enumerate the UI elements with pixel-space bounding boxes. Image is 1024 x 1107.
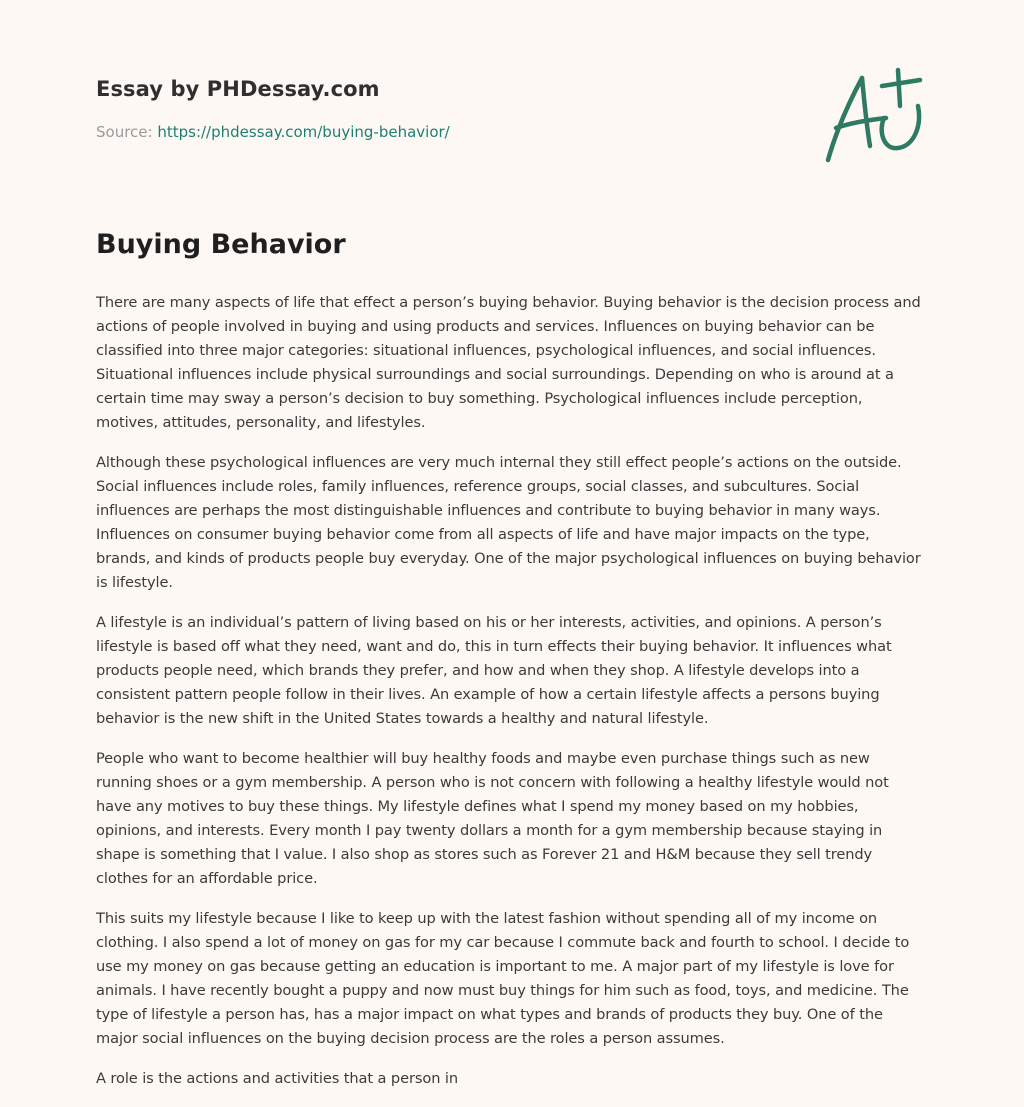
essay-paragraph: A lifestyle is an individual’s pattern of living based on his or her interests, activities, and opinions. A person’s lifestyle is based off what they need, want and do, this in turn effects their buying behavior. It influences what products people need, which brands they prefer, and how and when they shop. A lifestyle develops into a consistent pattern people follow in their lives. An example of how a certain lifestyle affects a persons buying behavior is the new shift in the United States towards a healthy and natural lifestyle. [96,614,892,727]
source-link[interactable]: https://phdessay.com/buying-behavior/ [157,123,450,141]
essay-paragraph: Although these psychological influences are very much internal they still effect people’s actions on the outside. Social influences include roles, family influences, reference groups, social classes, and subcultures. Social influences are perhaps the most distinguishable influences and contribute to buying behavior in many ways. Influences on consumer buying behavior come from all aspects of life and have major impacts on the type, brands, and kinds of products people buy everyday. One of the major psychological influences on buying behavior is lifestyle. [96,454,921,591]
essay-header [96,74,856,142]
essay-paragraph: A role is the actions and activities that a person in [96,1070,459,1087]
a-plus-grade-icon [822,66,928,166]
source-line [96,122,856,142]
essay-article [96,226,926,1107]
essay-paragraph: There are many aspects of life that effect a person’s buying behavior. Buying behavior is the decision process and actions of people involved in buying and using products and services. Influences on buying behavior can be classified into three major categories: situational influences, psychological influences, and social influences. Situational influences include physical surroundings and social surroundings. Depending on who is around at a certain time may sway a person’s decision to buy something. Psychological influences include perception, motives, attitudes, personality, and lifestyles. [96,294,921,431]
essay-paragraph: People who want to become healthier will buy healthy foods and maybe even purchase things such as new running shoes or a gym membership. A person who is not concern with following a healthy lifestyle would not have any motives to buy these things. My lifestyle defines what I spend my money based on my hobbies, opinions, and interests. Every month I pay twenty dollars a month for a gym membership because staying in shape is something that I value. I also shop as stores such as Forever 21 and H&M because they sell trendy clothes for an affordable price. [96,750,889,887]
source-label: Source: [96,123,158,141]
site-brand-title: Essay by PHDessay.com [96,77,380,101]
essay-title: Buying Behavior [96,229,346,260]
essay-paragraph: This suits my lifestyle because I like to keep up with the latest fashion without spending all of my income on clothing. I also spend a lot of money on gas for my car because I commute back and fourth to school. I decide to use my money on gas because getting an education is important to me. A major part of my lifestyle is love for animals. I have recently bought a puppy and now must buy things for him such as food, toys, and medicine. The type of lifestyle a person has, has a major impact on what types and brands of products they buy. One of the major social influences on the buying decision process are the roles a person assumes. [96,910,910,1047]
